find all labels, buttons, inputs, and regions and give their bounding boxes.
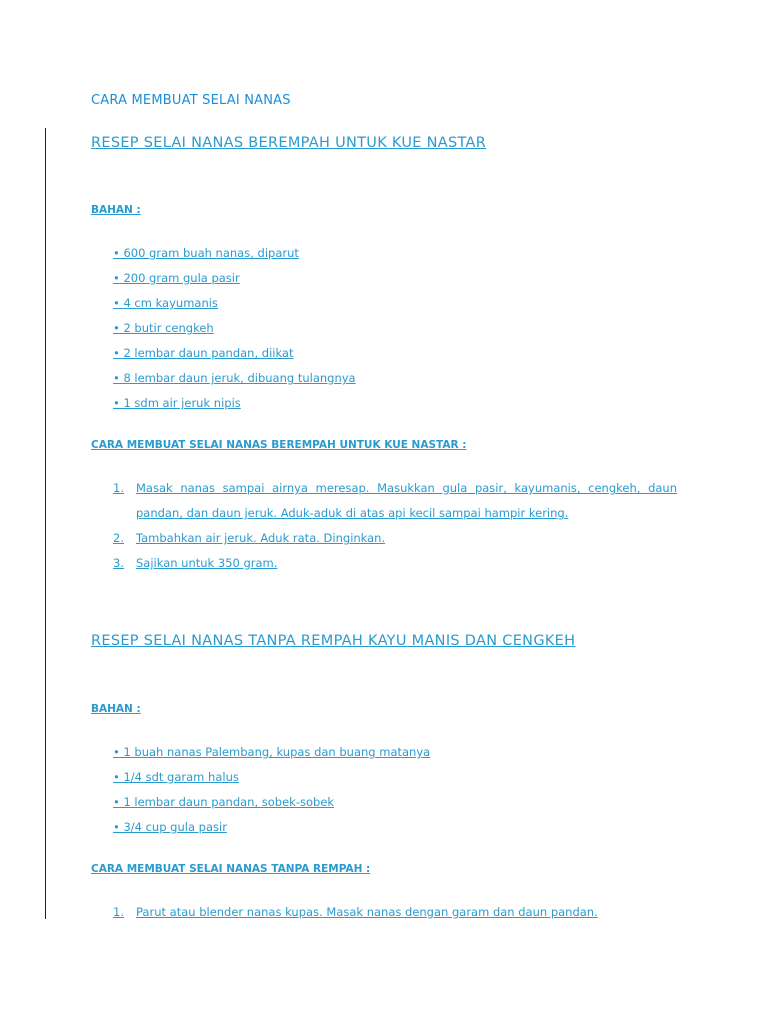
list-item: • 1 lembar daun pandan, sobek-sobek (113, 795, 335, 809)
list-item: • 3/4 cup gula pasir (113, 820, 227, 834)
list-item: • 2 lembar daun pandan, diikat (113, 346, 294, 360)
step-item: 1. Masak nanas sampai airnya meresap. Masukkan gula pasir, kayumanis, cengkeh, daun pandan, dan daun jeruk. Aduk-aduk di atas api kecil sampai hampir kering. (113, 481, 677, 520)
list-item: • 1 buah nanas Palembang, kupas dan buang matanya (113, 745, 431, 759)
recipe2-bahan-label: BAHAN : (91, 703, 141, 715)
step-item: 3. Sajikan untuk 350 gram. (113, 556, 278, 570)
list-item: • 1/4 sdt garam halus (113, 770, 239, 784)
recipe2-heading[interactable]: RESEP SELAI NANAS TANPA REMPAH KAYU MANIS DAN CENGKEH (91, 633, 576, 649)
list-item: • 1 sdm air jeruk nipis (113, 396, 241, 410)
page-title: CARA MEMBUAT SELAI NANAS (91, 93, 291, 108)
recipe2-ingredient-list (113, 744, 430, 844)
recipe1-steps (113, 476, 677, 576)
list-item: • 200 gram gula pasir (113, 271, 240, 285)
list-item: • 8 lembar daun jeruk, dibuang tulangnya (113, 371, 356, 385)
recipe2-method-label: CARA MEMBUAT SELAI NANAS TANPA REMPAH : (91, 863, 371, 875)
page-margin-line (45, 128, 46, 919)
recipe1-ingredient-list (113, 245, 356, 420)
step-item: 1. Parut atau blender nanas kupas. Masak nanas dengan garam dan daun pandan. (113, 905, 598, 919)
recipe1-heading[interactable]: RESEP SELAI NANAS BEREMPAH UNTUK KUE NASTAR (91, 135, 487, 151)
recipe1-bahan-label: BAHAN : (91, 204, 141, 216)
list-item: • 600 gram buah nanas, diparut (113, 246, 299, 260)
list-item: • 4 cm kayumanis (113, 296, 218, 310)
list-item: • 2 butir cengkeh (113, 321, 214, 335)
recipe2-steps (113, 900, 677, 925)
step-item: 2. Tambahkan air jeruk. Aduk rata. Dinginkan. (113, 531, 386, 545)
recipe1-method-label: CARA MEMBUAT SELAI NANAS BEREMPAH UNTUK KUE NASTAR : (91, 439, 467, 451)
